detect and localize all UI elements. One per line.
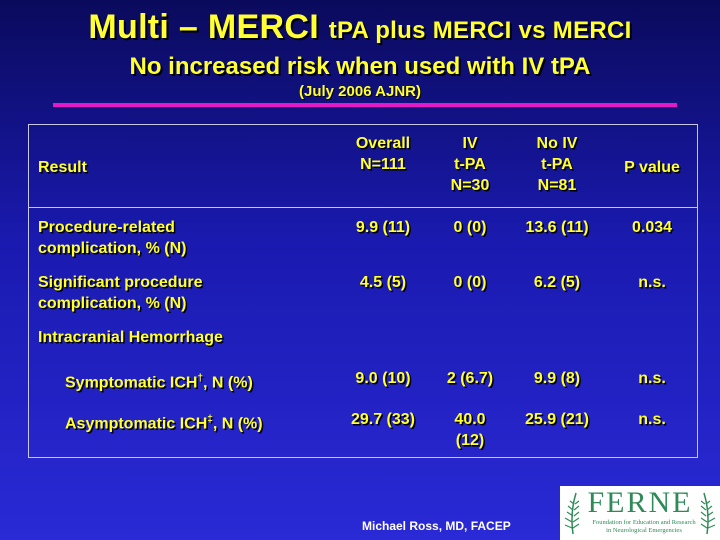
row2-noiv: 6.2 (5) (533, 274, 581, 291)
logo-tagline (592, 519, 696, 535)
header-p-value: P value (624, 159, 680, 176)
header-overall (336, 133, 430, 175)
header-iv-line2: t-PA (454, 156, 486, 173)
ferne-logo (560, 486, 720, 540)
logo-wordmark: FERNE (587, 486, 693, 519)
row5-label (65, 409, 263, 434)
row4-pvalue: n.s. (638, 370, 666, 387)
row1-label-line1: Procedure-related (38, 219, 175, 236)
row4-overall: 9.0 (10) (355, 370, 411, 387)
row5-label-main: Asymptomatic ICH (65, 415, 208, 433)
row5-overall: 29.7 (33) (350, 411, 416, 428)
header-noiv-line3: N=81 (537, 177, 577, 194)
fern-left-icon (562, 490, 584, 536)
table-header-divider (29, 207, 697, 208)
row2-iv: 0 (0) (453, 274, 487, 291)
author-credit: Michael Ross, MD, FACEP (362, 519, 511, 533)
header-noiv-line2: t-PA (541, 156, 573, 173)
row1-pvalue: 0.034 (631, 219, 673, 236)
slide-subtitle: No increased risk when used with IV tPA (129, 53, 591, 80)
logo-tagline-line2: in Neurological Emergencies (606, 527, 682, 534)
table-row-label (38, 217, 186, 259)
header-result: Result (38, 159, 87, 176)
header-no-iv-tpa (510, 133, 604, 196)
row4-label (65, 368, 253, 393)
row4-iv: 2 (6.7) (446, 370, 494, 387)
row2-pvalue: n.s. (638, 274, 666, 291)
slide-title (0, 8, 720, 50)
row5-pvalue: n.s. (638, 411, 666, 428)
row1-noiv: 13.6 (11) (525, 219, 589, 236)
row4-label-tail: , N (%) (203, 374, 253, 392)
title-divider (53, 103, 677, 107)
table-row-label (38, 272, 202, 314)
row2-overall: 4.5 (5) (359, 274, 407, 291)
header-noiv-line1: No IV (536, 135, 578, 152)
header-iv-line3: N=30 (450, 177, 490, 194)
header-overall-line2: N=111 (360, 156, 406, 173)
row5-noiv: 25.9 (21) (524, 411, 590, 428)
row1-overall: 9.9 (11) (355, 219, 411, 236)
row4-label-mark: † (197, 373, 204, 384)
row2-label-line1: Significant procedure (38, 274, 203, 291)
row4-noiv: 9.9 (8) (533, 370, 581, 387)
header-iv-line1: IV (462, 135, 478, 152)
row5-label-tail: , N (%) (212, 415, 263, 433)
row3-section-heading: Intracranial Hemorrhage (38, 329, 223, 346)
slide-title-block (0, 8, 720, 102)
row4-label-main: Symptomatic ICH (65, 374, 198, 392)
row1-iv: 0 (0) (453, 219, 487, 236)
slide-source: (July 2006 AJNR) (299, 83, 421, 100)
row5-iv (432, 409, 508, 451)
title-main: Multi – MERCI (88, 8, 319, 46)
logo-tagline-line1: Foundation for Education and Research (592, 519, 696, 526)
row5-iv-line1: 40.0 (454, 411, 486, 428)
row2-label-line2: complication, % (N) (38, 295, 187, 312)
title-suffix: tPA plus MERCI vs MERCI (328, 17, 632, 44)
header-iv-tpa (432, 133, 508, 196)
row1-label-line2: complication, % (N) (38, 240, 187, 257)
row5-iv-line2: (12) (455, 432, 485, 449)
header-overall-line1: Overall (355, 135, 411, 152)
row5-label-mark: ‡ (207, 414, 213, 425)
fern-right-icon (696, 490, 718, 536)
